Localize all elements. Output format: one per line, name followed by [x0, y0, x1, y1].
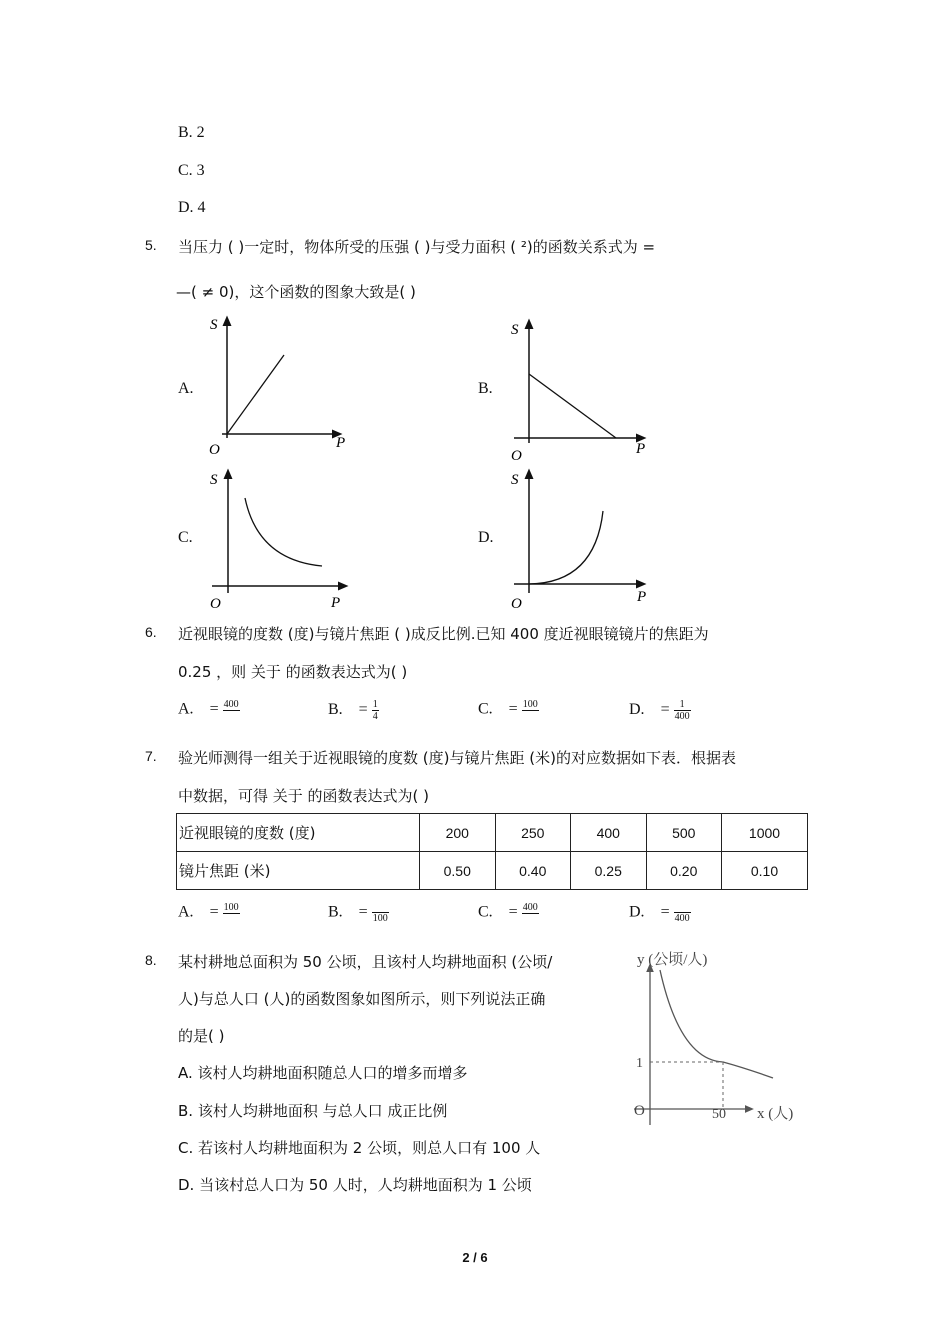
q7-option-a: A. = 100 — [178, 902, 239, 921]
table-cell: 500 — [646, 814, 722, 852]
q8-tick-x: 50 — [712, 1107, 726, 1122]
q4-option-d: D. 4 — [178, 199, 206, 216]
q8-graph — [610, 940, 810, 1130]
q8-option-b: B. 该村人均耕地面积 与总人口 成正比例 — [178, 1102, 448, 1120]
q8-option-c: C. 若该村人均耕地面积为 2 公顷，则总人口有 100 人 — [178, 1139, 541, 1157]
q8-y-label: y (公顷/人) — [637, 952, 708, 968]
q8-option-a: A. 该村人均耕地面积随总人口的增多而增多 — [178, 1064, 468, 1082]
table-cell: 0.10 — [722, 852, 808, 890]
q4-option-c: C. 3 — [178, 162, 205, 179]
q7-line2: 中数据，可得 关于 的函数表达式为( ) — [178, 787, 430, 805]
graph-c-origin: O — [210, 596, 221, 612]
q5-option-a-label: A. — [178, 380, 194, 397]
q5-line1: 当压力 ( )一定时，物体所受的压强 ( )与受力面积 ( ²)的函数关系式为 = — [178, 238, 656, 256]
q5-graph-c — [200, 465, 360, 615]
q8-tick-y: 1 — [636, 1056, 643, 1071]
q6-option-b: B. = $\frac{1}{4}$ — [328, 699, 378, 722]
q5-graph-a — [200, 310, 360, 460]
table-row — [177, 852, 808, 890]
q6-option-c: C. = 100 — [478, 699, 538, 718]
q5-graph-d — [500, 465, 660, 615]
q4-option-b: B. 2 — [178, 124, 205, 141]
graph-b-y-label: S — [511, 322, 519, 338]
q8-line2: 人)与总人口 (人)的函数图象如图所示，则下列说法正确 — [178, 990, 546, 1008]
q7-option-b: B. = 100 — [328, 903, 388, 924]
q5-option-c-label: C. — [178, 529, 193, 546]
q5-line2: —( ≠ 0)，这个函数的图象大致是( ) — [176, 283, 416, 301]
table-cell: 400 — [571, 814, 647, 852]
table-cell: 近视眼镜的度数 (度) — [177, 814, 420, 852]
table-row — [177, 814, 808, 852]
q8-origin: O — [634, 1103, 645, 1119]
table-cell: 0.25 — [571, 852, 647, 890]
graph-b-line — [529, 374, 616, 438]
graph-a-x-label: P — [336, 435, 346, 451]
table-cell: 镜片焦距 (米) — [177, 852, 420, 890]
q5-graph-b — [500, 315, 660, 465]
q6-option-d: D. = $\frac{1}{400}$ — [629, 699, 690, 722]
q8-line3: 的是( ) — [178, 1027, 225, 1045]
q7-line1: 验光师测得一组关于近视眼镜的度数 (度)与镜片焦距 (米)的对应数据如下表．根据表 — [178, 749, 736, 767]
graph-d-y-label: S — [511, 472, 519, 488]
q7-option-d: D. = 400 — [629, 903, 690, 924]
q8-line1: 某村耕地总面积为 50 公顷，且该村人均耕地面积 (公顷/ — [178, 953, 553, 971]
q8-number: 8. — [145, 952, 157, 968]
table-cell: 1000 — [722, 814, 808, 852]
graph-d-curve — [529, 511, 603, 584]
graph-d-x-label: P — [637, 589, 647, 605]
q7-option-c: C. = 400 — [478, 902, 538, 921]
q6-line1: 近视眼镜的度数 (度)与镜片焦距 ( )成反比例.已知 400 度近视眼镜镜片的焦距为 — [178, 625, 709, 643]
table-cell: 0.40 — [495, 852, 571, 890]
q6-line2: 0.25 ，则 关于 的函数表达式为( ) — [178, 663, 408, 681]
graph-a-y-label: S — [210, 317, 218, 333]
graph-a-origin: O — [209, 442, 220, 458]
q5-option-d-label: D. — [478, 529, 494, 546]
q7-data-table — [176, 813, 808, 890]
q6-number: 6. — [145, 624, 157, 640]
graph-a-line — [227, 355, 284, 434]
graph-b-x-label: P — [636, 441, 646, 457]
table-cell: 0.50 — [420, 852, 496, 890]
table-cell: 200 — [420, 814, 496, 852]
table-cell: 250 — [495, 814, 571, 852]
q5-number: 5. — [145, 237, 157, 253]
graph-c-y-label: S — [210, 472, 218, 488]
q8-x-label: x (人) — [757, 1106, 794, 1122]
q7-number: 7. — [145, 748, 157, 764]
q8-option-d: D. 当该村总人口为 50 人时，人均耕地面积为 1 公顷 — [178, 1176, 532, 1194]
graph-d-origin: O — [511, 596, 522, 612]
table-cell: 0.20 — [646, 852, 722, 890]
page-number: 2 / 6 — [462, 1250, 488, 1265]
graph-c-curve — [245, 498, 322, 566]
q6-option-a: A. = 400 — [178, 699, 239, 718]
graph-b-origin: O — [511, 448, 522, 464]
q5-option-b-label: B. — [478, 380, 493, 397]
graph-c-x-label: P — [331, 595, 341, 611]
